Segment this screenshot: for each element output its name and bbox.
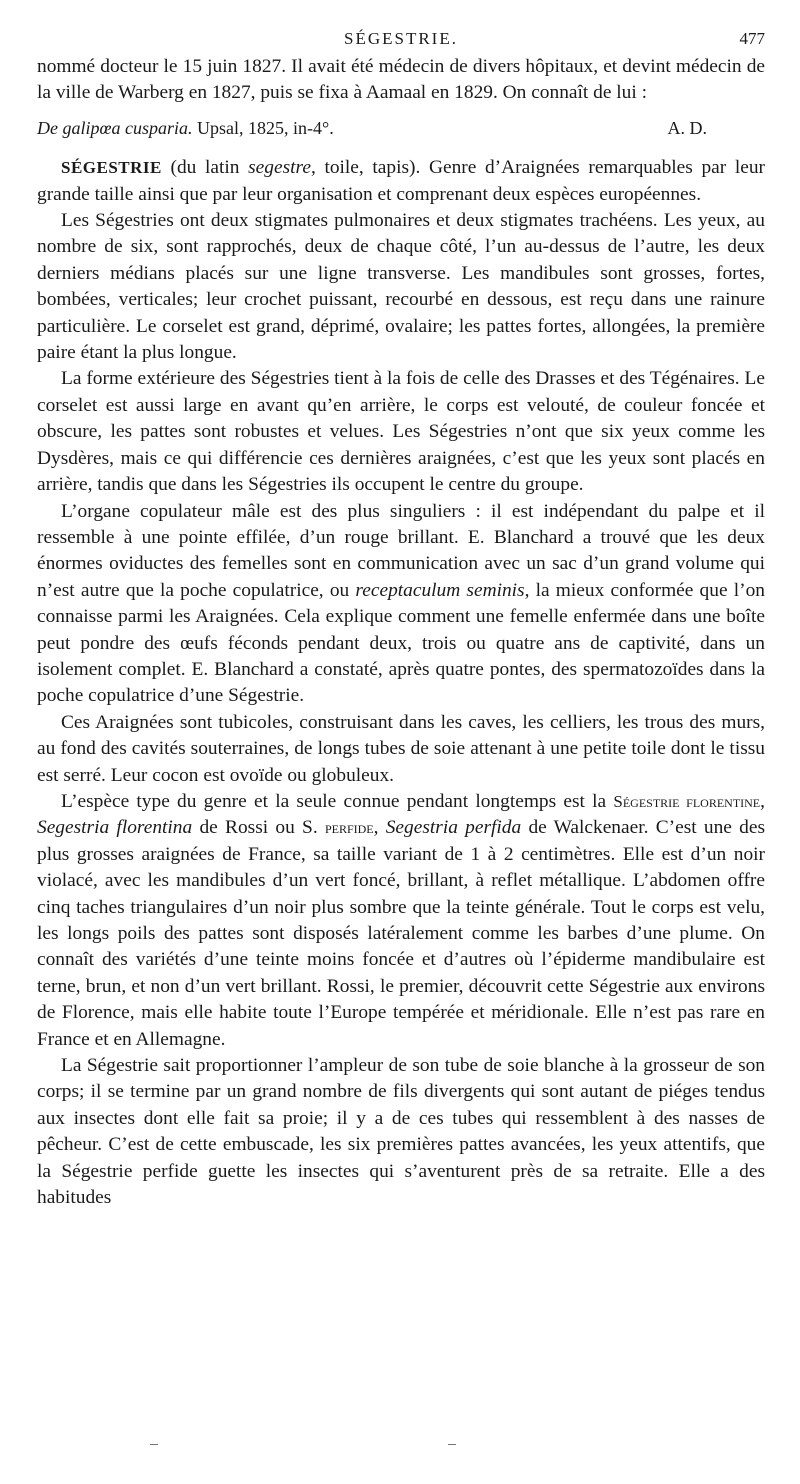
paragraph-text: L’organe copulateur mâle est des plus singuliers : il est indépendant du palpe et il ressemble à une pointe effilée, d’un rouge brillant. E. Blanchard a trouvé que les deux énormes oviductes des femelles sont en communication avec un sac d’un grand volume qui n’est autre que la poche copulatrice, ou — [37, 500, 765, 601]
paragraph-type-species — [37, 789, 765, 1053]
running-header — [37, 26, 765, 54]
reference-title: De galipœa cusparia. — [37, 117, 193, 138]
species-name: perfide — [324, 818, 374, 838]
paragraph-text: , — [760, 790, 765, 812]
reference-citation — [37, 115, 334, 141]
paragraph-text: de Walckenaer. C’est une des plus grosses araignées de France, sa taille variant de 1 à 2 centimètres. Elle est d’un noir violacé, avec les mandibules d’un vert foncé, brillant, à reflet métallique. L’abdomen offre cinq taches triangulaires d’un noir plus sombre que la teinte générale. Tout le corps est velu, les longs poils des pattes sont disposés latéralement comme les barbes d’une plume. On connaît des variétés d’une teinte moins foncée et d’autres où l’épiderme mandibulaire est terne, brun, et non d’un vert brillant. Rossi, le premier, découvrit cette Ségestrie aux environs de Florence, mais elle habite toute l’Europe tempérée et méridionale. Elle n’est pas rare en France et en Allemagne. — [37, 817, 766, 1050]
latin-species-name: Segestria florentina — [37, 817, 193, 839]
intro-paragraph: nommé docteur le 15 juin 1827. Il avait été médecin de divers hôpitaux, et devint médecin de la ville de Warberg en 1827, puis se fixa à Aamaal en 1829. On connaît de lui : — [37, 56, 765, 104]
latin-species-name: Segestria perfida — [385, 817, 522, 839]
page — [37, 26, 765, 1211]
paragraph-text: , — [373, 817, 386, 839]
paragraph-text: , la mieux conformée que l’on connaisse parmi les Araignées. Cela explique comment une femelle enfermée dans une boîte peut pondre des œufs féconds pendant deux, trois ou quatre ans de captivité, dans un isolement complet. E. Blanchard a constaté, après quatre pontes, des spermatozoïdes dans la poche copulatrice d’une Ségestrie. — [37, 579, 765, 707]
author-signature: A. D. — [667, 117, 707, 138]
running-title: SÉGESTRIE. — [344, 29, 458, 48]
entry-definition — [37, 155, 765, 208]
paragraph-text: de Rossi ou S. — [192, 817, 325, 839]
etymology-open: (du latin — [161, 157, 249, 179]
paragraph-habitat: Ces Araignées sont tubicoles, construisant dans les caves, les celliers, les trous des murs, au fond des cavités souterraines, de longs tubes de soie attenant à une petite toile dont le tissu est serré. Leur cocon est ovoïde ou globuleux. — [37, 711, 765, 786]
bibliographic-reference — [37, 115, 765, 141]
latin-term: receptaculum seminis — [355, 579, 525, 601]
paragraph-external-form: La forme extérieure des Ségestries tient à la fois de celle des Drasses et des Tégénaires. Le corselet est aussi large en avant qu’en arrière, le corps est velouté, de couleur foncée et obscure, les pattes sont robustes et velues. Les Ségestries n’ont que six yeux comme les Dysdères, mais ce qui différencie ces dernières araignées, c’est que les yeux sont placés en arrière, tandis que dans les Ségestries ils occupent le centre du groupe. — [37, 368, 765, 496]
etymology-rest: , toile, tapis). Genre d’Araignées remarquables par leur grande taille ainsi que par leur organisation et comprenant deux espèces européennes. — [37, 157, 765, 205]
reference-details: Upsal, 1825, in-4°. — [197, 117, 334, 138]
paragraph-text: L’espèce type du genre et la seule connue pendant longtemps est la — [61, 790, 614, 812]
paragraph-anatomy: Les Ségestries ont deux stigmates pulmonaires et deux stigmates trachéens. Les yeux, au nombre de six, sont rapprochés, deux de chaque côté, l’un au-dessus de l’autre, les deux derniers médians placés sur une ligne transverse. Les mandibules sont grosses, fortes, bombées, verticales; leur crochet puissant, recourbé en dessous, est reçu dans une rainure particulière. Le corselet est grand, déprimé, ovalaire; les pattes fortes, allongées, la première paire étant la plus longue. — [37, 210, 765, 364]
etymology-word: segestre — [248, 157, 311, 179]
species-name: Ségestrie florentine — [613, 791, 761, 811]
paragraph-copulatory-organ — [37, 499, 765, 710]
entry-headword: SÉGESTRIE — [61, 158, 162, 178]
paragraph-behaviour: La Ségestrie sait proportionner l’ampleur de son tube de soie blanche à la grosseur de son corps; il se termine par un grand nombre de fils divergents qui sont autant de piéges tendus aux insectes dont elle fait sa proie; il y a de ces tubes qui ressemblent à des nasses de pêcheur. C’est de cette embuscade, les six premières pattes avancées, les yeux attentifs, que la Ségestrie perfide guette les insectes qui s’aventurent près de sa retraite. Elle a des habitudes — [37, 1055, 765, 1209]
scan-mark — [448, 1444, 456, 1445]
scan-mark — [150, 1444, 158, 1445]
page-number: 477 — [739, 29, 765, 48]
